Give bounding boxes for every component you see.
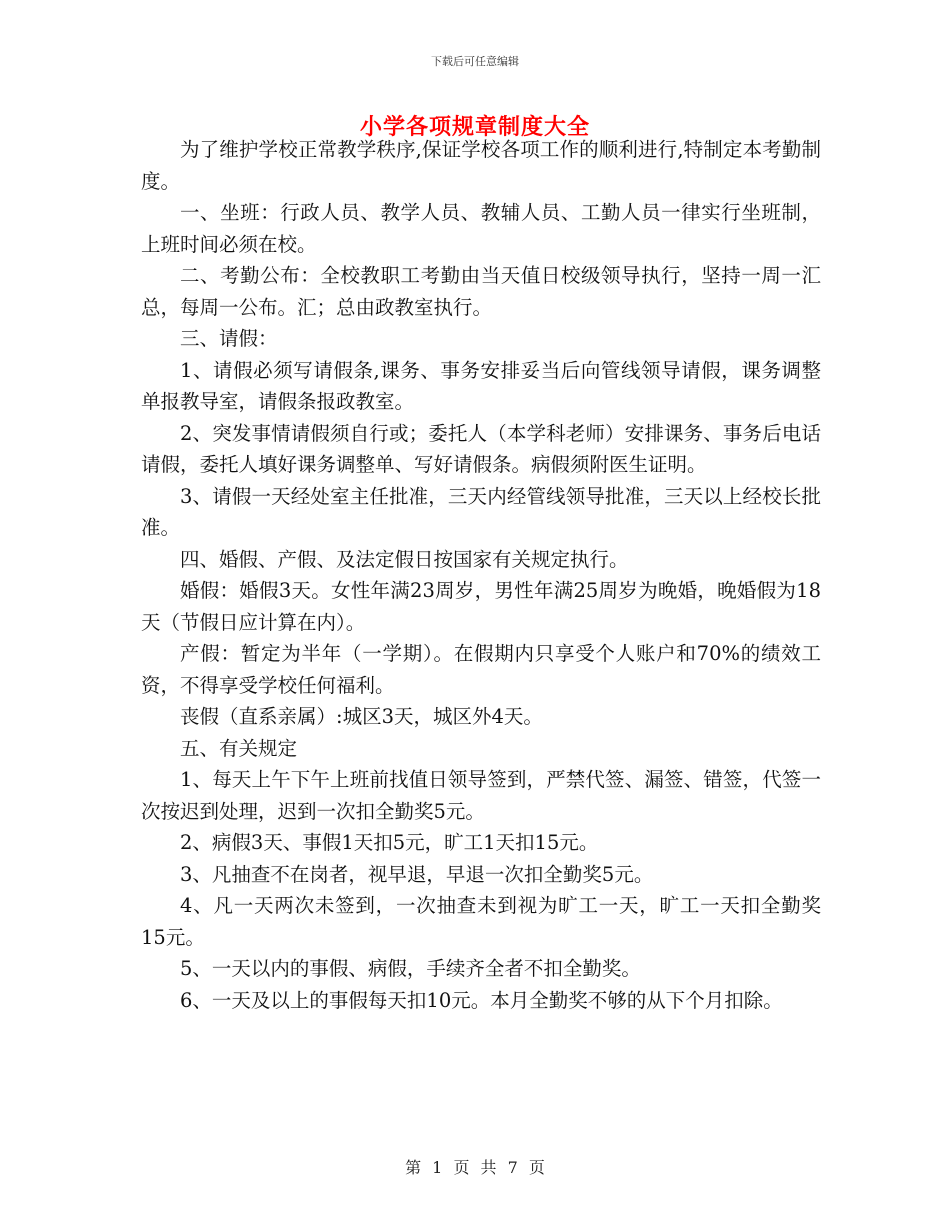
document-body	[141, 134, 821, 1016]
paragraph: 产假：暂定为半年（一学期）。在假期内只享受个人账户和70%的绩效工资，不得享受学校任何福利。	[141, 642, 821, 697]
paragraph: 为了维护学校正常教学秩序,保证学校各项工作的顺利进行,特制定本考勤制度。	[141, 138, 821, 193]
paragraph: 丧假（直系亲属）:城区3天，城区外4天。	[180, 705, 543, 728]
document-title: 小学各项规章制度大全	[359, 114, 590, 140]
paragraph: 一、坐班：行政人员、教学人员、教辅人员、工勤人员一律实行坐班制，上班时间必须在校。	[141, 201, 821, 256]
paragraph: 二、考勤公布：全校教职工考勤由当天值日校级领导执行，坚持一周一汇总，每周一公布。汇；总由政教室执行。	[141, 264, 821, 319]
header-note: 下载后可任意编辑	[431, 55, 519, 68]
paragraph: 6、一天及以上的事假每天扣10元。本月全勤奖不够的从下个月扣除。	[180, 988, 783, 1012]
paragraph: 4、凡一天两次未签到，一次抽查未到视为旷工一天，旷工一天扣全勤奖15元。	[141, 894, 821, 949]
paragraph: 四、婚假、产假、及法定假日按国家有关规定执行。	[180, 547, 629, 571]
paragraph: 1、每天上午下午上班前找值日领导签到，严禁代签、漏签、错签，代签一次按迟到处理，迟到一次扣全勤奖5元。	[141, 768, 821, 823]
paragraph: 婚假：婚假3天。女性年满23周岁，男性年满25周岁为晚婚，晚婚假为18天（节假日应计算在内）。	[141, 579, 821, 634]
paragraph: 2、突发事情请假须自行或；委托人（本学科老师）安排课务、事务后电话请假，委托人填好课务调整单、写好请假条。病假须附医生证明。	[141, 421, 821, 476]
paragraph: 3、凡抽查不在岗者，视早退，早退一次扣全勤奖5元。	[180, 862, 654, 886]
paragraph: 五、有关规定	[180, 736, 298, 760]
page-number-footer: 第 1 页 共 7 页	[405, 1158, 545, 1177]
paragraph: 5、一天以内的事假、病假，手续齐全者不扣全勤奖。	[180, 957, 641, 980]
paragraph: 3、请假一天经处室主任批准，三天内经管线领导批准，三天以上经校长批准。	[141, 484, 821, 539]
paragraph: 三、请假：	[180, 327, 278, 350]
paragraph: 1、请假必须写请假条,课务、事务安排妥当后向管线领导请假，课务调整单报教导室，请假条报政教室。	[141, 358, 821, 413]
paragraph: 2、病假3天、事假1天扣5元，旷工1天扣15元。	[180, 831, 599, 854]
